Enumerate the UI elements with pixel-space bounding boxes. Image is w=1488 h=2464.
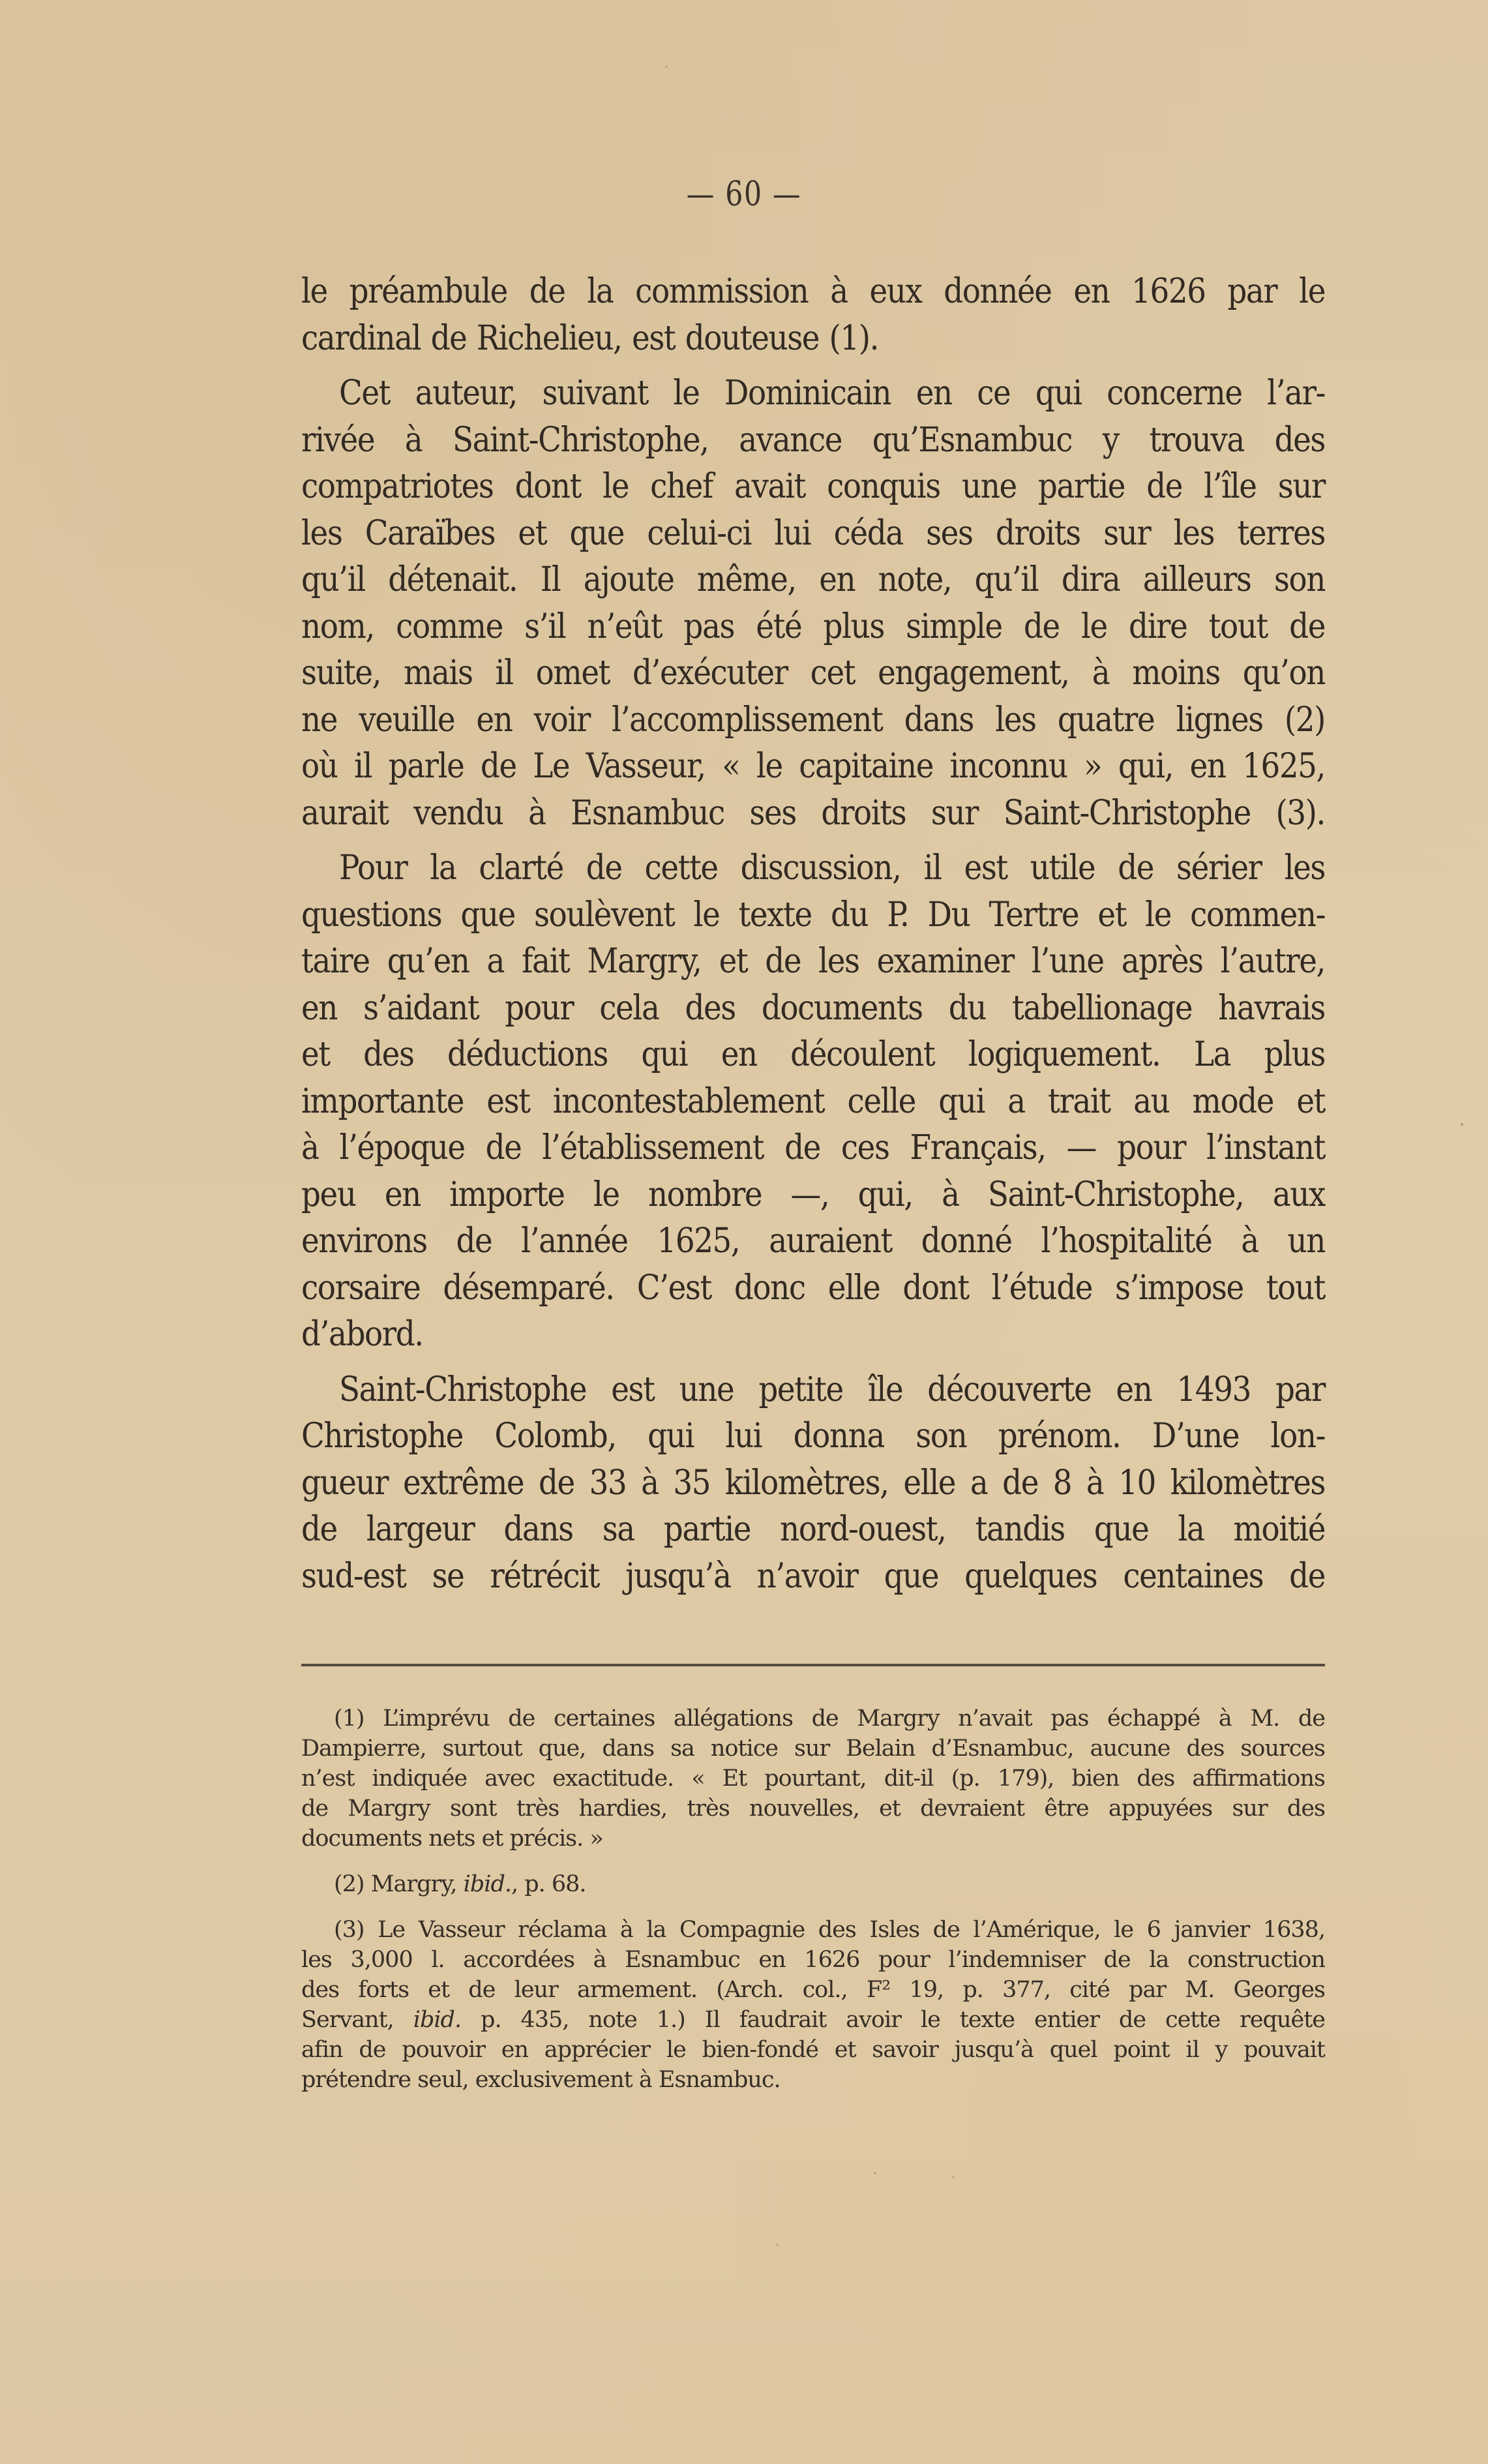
footnote-line: (3) Le Vasseur réclama à la Compagnie des Isles de l’Amérique, le 6 janvier 1638, (334, 1917, 1325, 1943)
text-line: nom, comme s’il n’eût pas été plus simple de le dire tout de (301, 607, 1325, 646)
text-line: le préambule de la commission à eux donnée en 1626 par le (301, 272, 1325, 311)
footnote-line: (1) L’imprévu de certaines allégations de Margry n’avait pas échappé à M. de (334, 1705, 1325, 1732)
paragraph-cet-auteur (301, 370, 1325, 837)
text-line: sud-est se rétrécit jusqu’à n’avoir que quelques centaines de (301, 1556, 1325, 1596)
text-line: aurait vendu à Esnambuc ses droits sur Saint-Christophe (3). (301, 793, 1325, 833)
paper-speck (874, 2172, 876, 2174)
text-line: où il parle de Le Vasseur, « le capitaine inconnu » qui, en 1625, (301, 747, 1325, 786)
footnotes (301, 1704, 1325, 2095)
text-line: en s’aidant pour cela des documents du tabellionage havrais (301, 988, 1325, 1028)
footnote-line: de Margry sont très hardies, très nouvelles, et devraient être appuyées sur des (301, 1795, 1325, 1822)
text-line: importante est incontestablement celle qui a trait au mode et (301, 1081, 1325, 1121)
text-line: rivée à Saint-Christophe, avance qu’Esnambuc y trouva des (301, 420, 1325, 460)
paper-speck (1461, 1123, 1463, 1126)
footnote-text: p. 435, note 1.) Il faudrait avoir le texte entier de cette requête (461, 2007, 1325, 2033)
text-line: peu en importe le nombre —, qui, à Saint-Christophe, aux (301, 1175, 1325, 1214)
text-line: cardinal de Richelieu, est douteuse (1). (301, 318, 879, 358)
text-line: taire qu’en a fait Margry, et de les examiner l’une après l’autre, (301, 942, 1325, 981)
footnote-text: (2) Margry, (334, 1871, 464, 1897)
footnote-text: , p. 68. (511, 1871, 586, 1897)
paragraph-pour-la-clarte (301, 845, 1325, 1359)
paragraph-saint-christophe (301, 1367, 1325, 1600)
text-line: de largeur dans sa partie nord-ouest, tandis que la moitié (301, 1510, 1325, 1549)
footnote-2 (301, 1869, 1325, 1899)
footnote-line: les 3,000 l. accordées à Esnambuc en 1626 pour l’indemniser de la construction (301, 1947, 1325, 1973)
footnote-line: n’est indiquée avec exactitude. « Et pourtant, dit-il (p. 179), bien des affirmations (301, 1765, 1325, 1792)
text-line: Pour la clarté de cette discussion, il est utile de sérier les (339, 849, 1325, 888)
paper-speck (665, 65, 668, 68)
paper-speck (952, 2176, 955, 2178)
footnote-line: documents nets et précis. » (301, 1825, 603, 1852)
text-line: ne veuille en voir l’accomplissement dans les quatre lignes (2) (301, 700, 1325, 740)
text-line: qu’il détenait. Il ajoute même, en note, qu’il dira ailleurs son (301, 560, 1325, 599)
text-line: d’abord. (301, 1315, 423, 1354)
page-number: — 60 — (686, 175, 802, 214)
footnote-italic-ibid: ibid. (463, 1871, 511, 1897)
footnote-line (301, 1869, 1325, 1899)
text-line: à l’époque de l’établissement de ces Français, — pour l’instant (301, 1128, 1325, 1167)
footnote-line: Dampierre, surtout que, dans sa notice sur Belain d’Esnambuc, aucune des sources (301, 1735, 1325, 1762)
footnote-1 (301, 1704, 1325, 1854)
text-line: corsaire désemparé. C’est donc elle dont l’étude s’impose tout (301, 1268, 1325, 1308)
footnote-line: prétendre seul, exclusivement à Esnambuc. (301, 2067, 781, 2093)
text-line: et des déductions qui en découlent logiquement. La plus (301, 1035, 1325, 1074)
footnote-3 (301, 1915, 1325, 2095)
footnote-text: Servant, (301, 2007, 413, 2033)
body-text (301, 269, 1325, 1600)
footnote-line (301, 2005, 1325, 2035)
footnote-line: des forts et de leur armement. (Arch. col., F² 19, p. 377, cité par M. Georges (301, 1977, 1325, 2003)
footnote-separator-rule (301, 1664, 1325, 1666)
text-line: Saint-Christophe est une petite île découverte en 1493 par (339, 1370, 1325, 1409)
paragraph-continuation (301, 269, 1325, 362)
footnote-italic-ibid: ibid. (413, 2007, 462, 2033)
footnote-line: afin de pouvoir en apprécier le bien-fondé et savoir jusqu’à quel point il y pouvait (301, 2037, 1325, 2063)
text-line: Cet auteur, suivant le Dominicain en ce qui concerne l’ar- (339, 374, 1325, 413)
text-line: gueur extrême de 33 à 35 kilomètres, elle a de 8 à 10 kilomètres (301, 1463, 1325, 1503)
text-line: questions que soulèvent le texte du P. Du Tertre et le commen- (301, 895, 1325, 935)
text-line: compatriotes dont le chef avait conquis une partie de l’île sur (301, 467, 1325, 506)
paper-speck (776, 2244, 779, 2246)
text-line: Christophe Colomb, qui lui donna son prénom. D’une lon- (301, 1417, 1325, 1456)
text-line: suite, mais il omet d’exécuter cet engagement, à moins qu’on (301, 654, 1325, 693)
text-line: les Caraïbes et que celui-ci lui céda ses droits sur les terres (301, 513, 1325, 553)
text-line: environs de l’année 1625, auraient donné l’hospitalité à un (301, 1222, 1325, 1261)
